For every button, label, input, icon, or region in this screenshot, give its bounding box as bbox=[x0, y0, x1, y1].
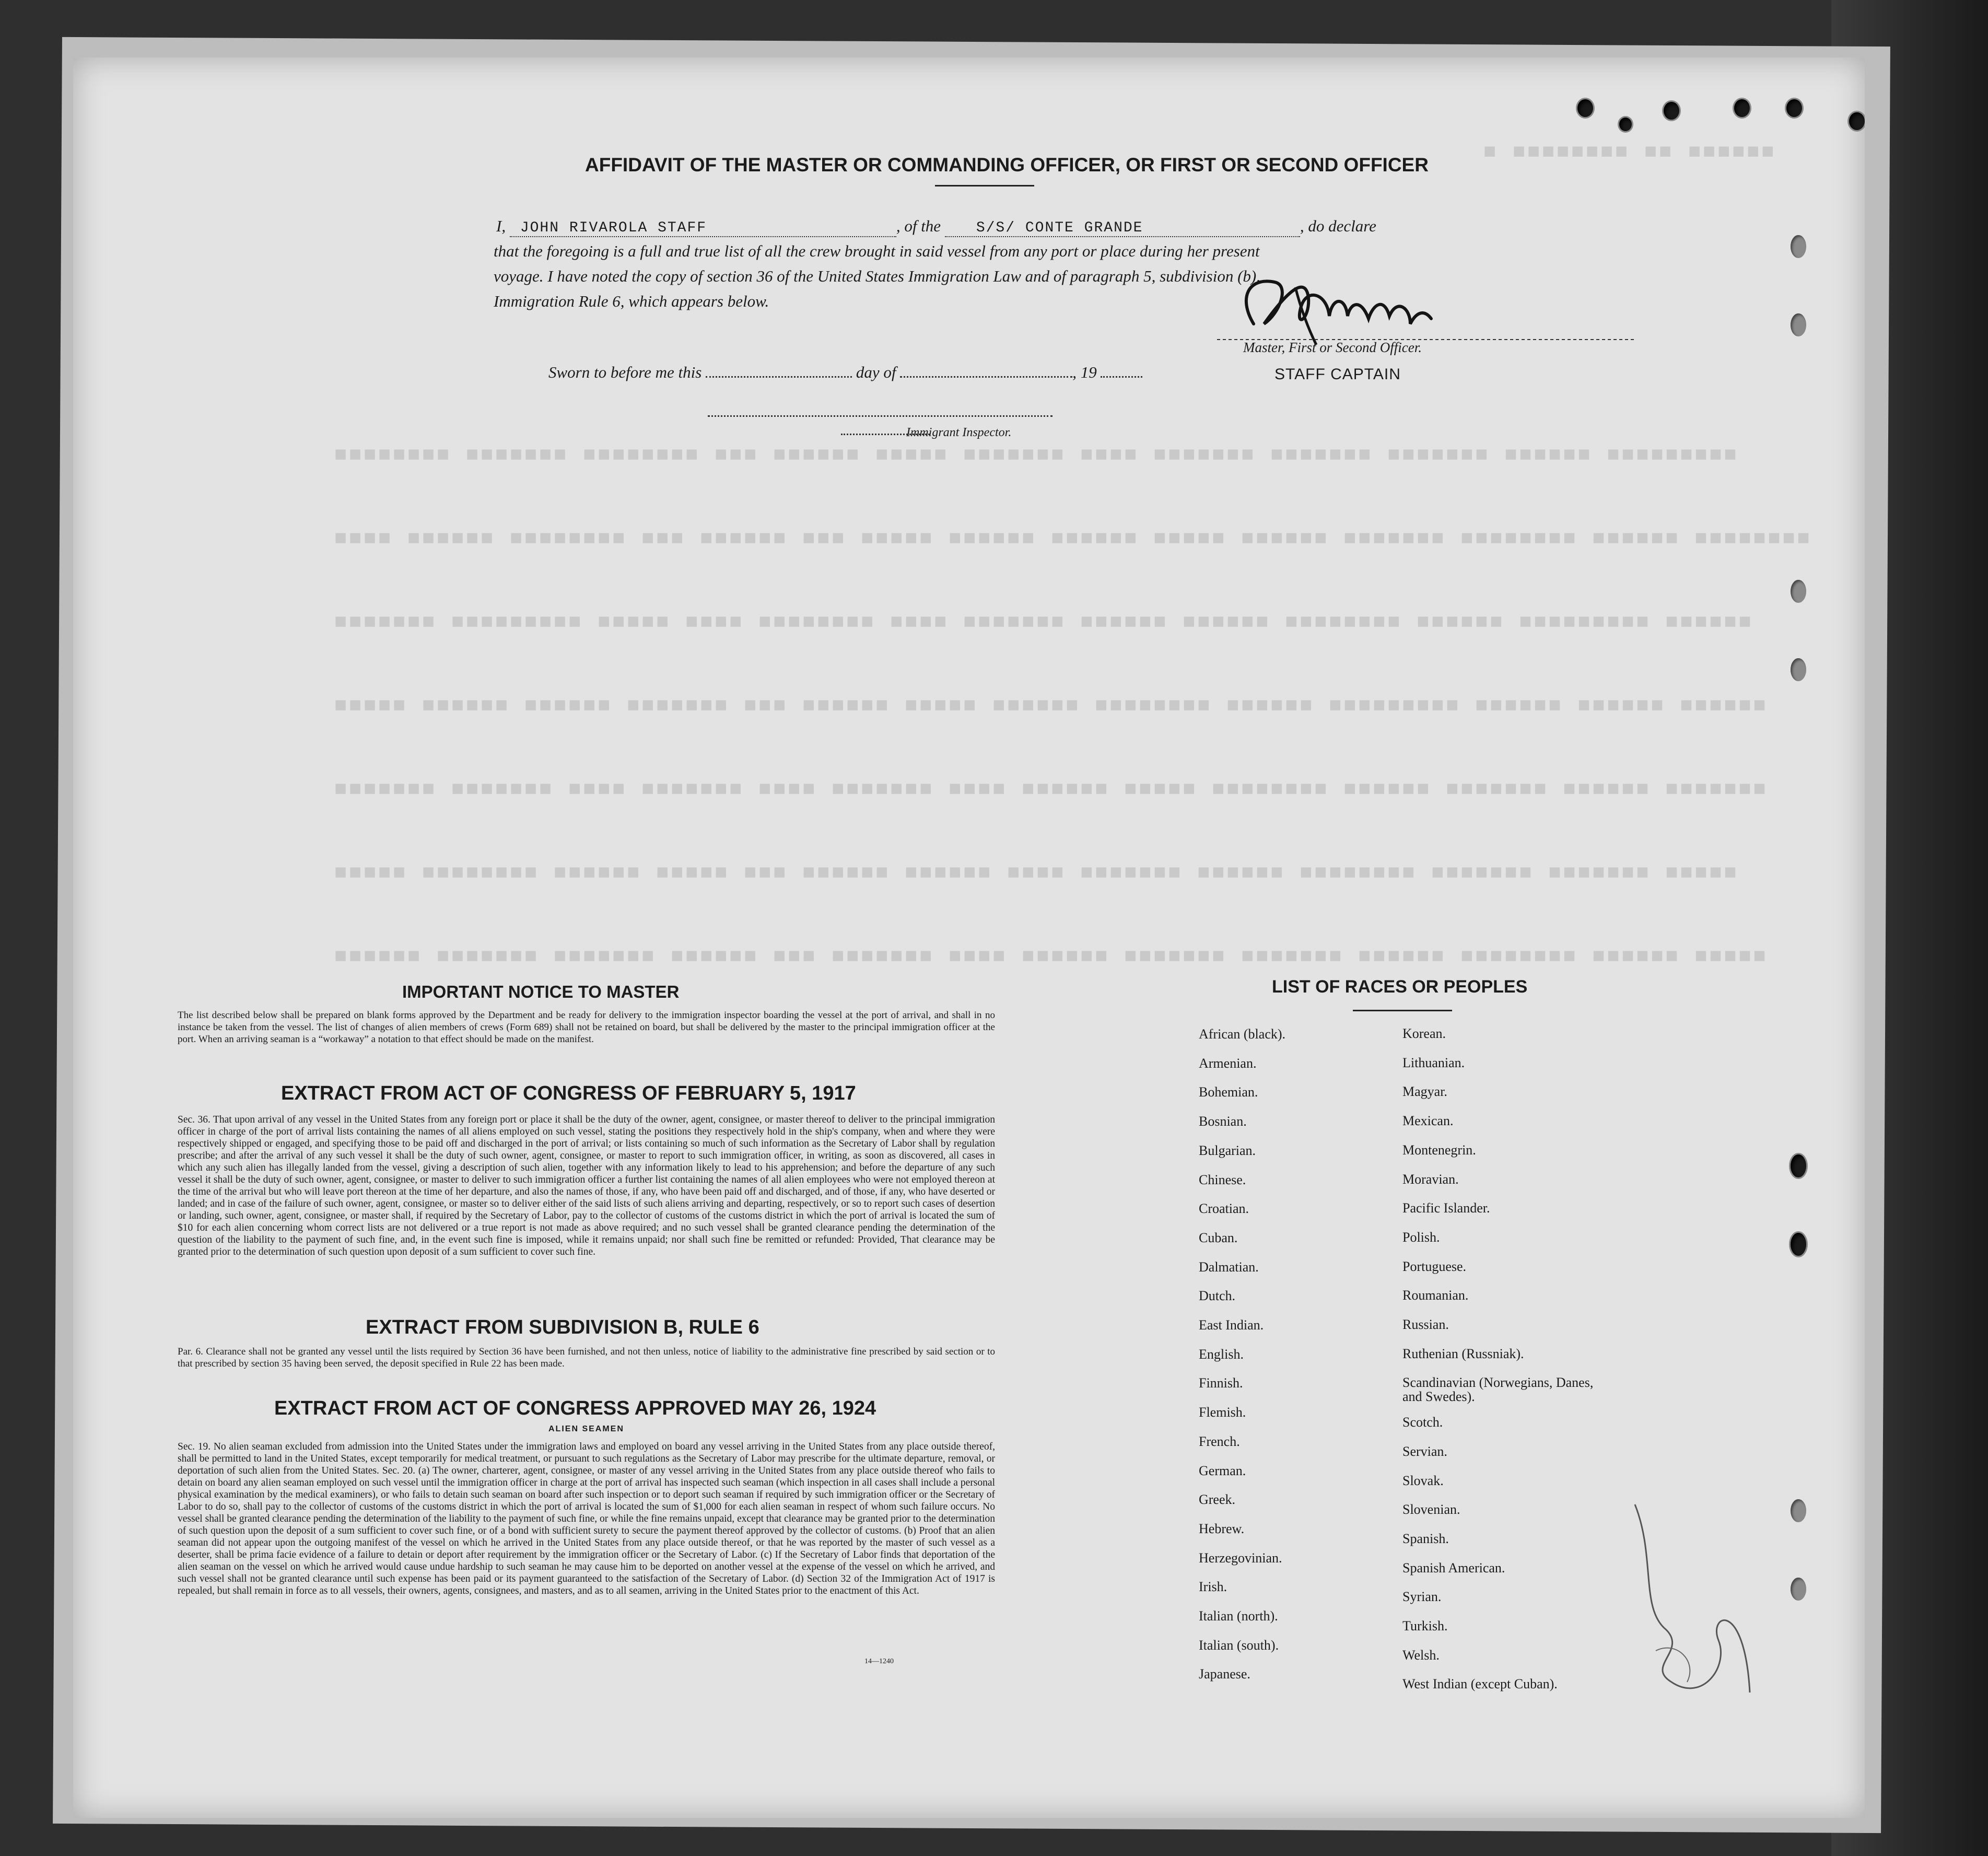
race-entry: Mexican. bbox=[1402, 1113, 1454, 1129]
race-entry: Dutch. bbox=[1199, 1288, 1236, 1304]
race-entry: French. bbox=[1199, 1433, 1240, 1449]
races-title-rule bbox=[1353, 1010, 1452, 1011]
punch-hole bbox=[1786, 99, 1802, 117]
extract-1924-text: Sec. 19. No alien seaman excluded from admission into the United States under the immigration laws and employed on board any vessel arriving in the United States from any place outside thereof, shall be permitted to land in the United States, except temporarily for medical treatment, or pursuant to such regulations as the Secretary of Labor may prescribe for the ultimate departure, removal, or deportation of such alien from the United States. Sec. 20. (a) The owner, charterer, agent, consignee, or master of any vessel arriving in the United States from any place outside thereof who fails to detain on board any alien seaman employed on such vessel until the immigration officer in charge at the port of arrival has inspected such seaman (which inspection in all cases shall include a personal physical examination by the medical examiners), or who fails to detain such seaman on board after such inspection or to deport such seaman if required by such immigration officer or the Secretary of Labor to do so, shall pay to the collector of customs of the customs district in which the port of arrival is located the sum of $1,000 for each alien seaman in respect of whom such failure occurs. No vessel shall be granted clearance pending the determination of the liability to the payment of such fine, or while the fine remains unpaid, except that clearance may be granted prior to the determination of such question upon the deposit of a sum sufficient to cover such fine, or of a bond with sufficient surety to secure the payment thereof approved by the collector of customs. (b) Proof that an alien seaman did not appear upon the outgoing manifest of the vessel on which he arrived in the United States from any place outside thereof, or that he was reported by the master of such vessel as a deserter, shall be prima facie evidence of a failure to detain or deport after requirement by the immigration officer or the Secretary of Labor. (c) If the Secretary of Labor finds that deportation of the alien seaman on the vessel on which he arrived would cause undue hardship to such seaman he may cause him to be deported on another vessel at the expense of the vessel on which he arrived, and such vessel shall not be granted clearance until such expense has been paid or its payment guaranteed to the satisfaction of the Secretary of Labor. (d) Section 32 of the Immigration Act of 1917 is repealed, but shall remain in force as to all vessels, their owners, agents, consignees, and masters, and as to all seamen, arriving in the United States prior to the enactment of this Act. bbox=[178, 1441, 995, 1596]
sworn-day-field[interactable] bbox=[706, 373, 852, 378]
race-entry: Flemish. bbox=[1199, 1405, 1246, 1420]
bleedthrough-text: ■■■■■ ■■■■■■ ■■■■■■ ■■■■■■■ ■■■ ■■■■■■ ■■■■■ ■■■■■■ ■■■■■■■■ ■■■■■■ ■■■■■■■■■ ■■■■■■ ■■■■■■ ■■■■■■ bbox=[334, 695, 1768, 718]
punch-hole bbox=[1791, 658, 1806, 681]
affidavit-line-3: voyage. I have noted the copy of section 36 of the United States Immigration Law and of paragraph 5, subdivision (b), bbox=[494, 267, 1260, 285]
race-entry: Servian. bbox=[1402, 1443, 1447, 1459]
race-entry: English. bbox=[1199, 1346, 1244, 1362]
bleedthrough-text: ■ ■■■■■■■■ ■■ ■■■■■■ bbox=[1483, 141, 1776, 165]
race-entry: Slovenian. bbox=[1402, 1502, 1460, 1518]
race-entry: Lithuanian. bbox=[1402, 1055, 1465, 1070]
extract-1917-text: Sec. 36. That upon arrival of any vessel in the United States from any foreign port or place it shall be the duty of the owner, agent, consignee, or master thereof to deliver to the principal immigration officer in charge of the port of arrival lists containing the names of all aliens employed on such vessel, stating the positions they respectively hold in the ship's company, when and where they were respectively shipped or engaged, and specifying those to be paid off and discharged in the port of arrival; or lists containing so much of such information as the Secretary of Labor shall by regulation prescribe; and after the arrival of any such vessel it shall be the duty of such owner, agent, consignee, or master to report to such immigration officer, in writing, as soon as discovered, all cases in which any such alien has illegally landed from the vessel, giving a description of such alien, together with any information likely to lead to his apprehension; and before the departure of any such vessel it shall be the duty of such owner, agent, consignee, or master to deliver to such immigration officer a further list containing the names of all alien employees who were not employed thereon at the time of the arrival but who will leave port thereon at the time of her departure, and also the names of those, if any, who have been paid off and discharged, and of those, if any, who have deserted or landed; and in case of the failure of such owner, agent, consignee, or master so to deliver either of the said lists of such aliens arriving and departing, respectively, or so to report such cases of desertion or landing, such owner, agent, consignee, or master shall, if required by the Secretary of Labor, pay to the collector of customs of the customs district in which the port of arrival is located the sum of $10 for each alien concerning whom correct lists are not delivered or a true report is not made as above required; and no such vessel shall be granted clearance pending the determination of the question of the liability to the payment of such fine, and, in the event such fine is imposed, while it remains unpaid; nor shall such fine be remitted or refunded: Provided, That clearance may be granted prior to the determination of such question upon deposit of a sum sufficient to cover such fine. bbox=[178, 1114, 995, 1257]
race-entry: Italian (south). bbox=[1199, 1637, 1279, 1653]
notice-title: IMPORTANT NOTICE TO MASTER bbox=[402, 982, 680, 1001]
race-entry: Turkish. bbox=[1402, 1618, 1448, 1633]
punch-hole bbox=[1577, 99, 1593, 117]
race-entry: Dalmatian. bbox=[1199, 1259, 1259, 1275]
bleedthrough-text: ■■■■■■ ■■■■■■■ ■■■■■■■ ■■■■■■ ■■■ ■■■■■■■ ■■■■ ■■■■■■ ■■■■■■■ ■■■■■■■ ■■■■■■ ■■■■■■■■ ■■■■■■ ■■■■■ bbox=[334, 945, 1768, 969]
punch-hole bbox=[1664, 102, 1679, 120]
sworn-year-field[interactable] bbox=[1101, 373, 1142, 378]
race-entry: Chinese. bbox=[1199, 1172, 1246, 1187]
race-entry: Spanish. bbox=[1402, 1531, 1449, 1546]
form-number: 14—1240 bbox=[864, 1657, 894, 1665]
extract-1924-subtitle: ALIEN SEAMEN bbox=[548, 1425, 624, 1433]
day-of-text: day of bbox=[856, 363, 896, 381]
year-prefix: , 19 bbox=[1072, 363, 1097, 381]
do-declare-text: , do declare bbox=[1300, 217, 1376, 235]
race-entry: Bulgarian. bbox=[1199, 1142, 1256, 1158]
race-entry: Cuban. bbox=[1199, 1230, 1238, 1245]
vessel-name: S/S/ CONTE GRANDE bbox=[945, 220, 1300, 237]
affidavit-line-1 bbox=[496, 217, 1376, 237]
punch-hole bbox=[1791, 313, 1806, 336]
bleedthrough-text: ■■■■■■■■ ■■■■■■■ ■■■■■■■■ ■■■ ■■■■■■ ■■■■■ ■■■■■■■ ■■■■ ■■■■■■■ ■■■■■■■ ■■■■■■■ ■■■■■■ ■■■■■■■■■ bbox=[334, 444, 1739, 468]
race-entry: Spanish American. bbox=[1402, 1560, 1505, 1575]
race-entry: African (black). bbox=[1199, 1026, 1286, 1042]
race-entry: Greek. bbox=[1199, 1492, 1236, 1508]
sworn-month-field[interactable] bbox=[900, 373, 1072, 378]
bleedthrough-text: ■■■■■■■ ■■■■■■■■■ ■■■■■ ■■■■ ■■■■■■■■ ■■■■ ■■■■■■■ ■■■■■■ ■■■■■■ ■■■■■■■■ ■■■■■■ ■■■■■■■■■ ■■■■■■ bbox=[334, 611, 1753, 635]
of-the-text: , of the bbox=[896, 217, 941, 235]
extract-1924-title: EXTRACT FROM ACT OF CONGRESS APPROVED MAY 26, 1924 bbox=[274, 1397, 876, 1419]
race-entry: Finnish. bbox=[1199, 1375, 1243, 1391]
race-entry: Korean. bbox=[1402, 1026, 1446, 1041]
inspector-signature-line bbox=[708, 415, 1053, 417]
race-entry: Japanese. bbox=[1199, 1666, 1250, 1682]
affidavit-title: AFFIDAVIT OF THE MASTER OR COMMANDING OFFICER, OR FIRST OR SECOND OFFICER bbox=[585, 154, 1429, 176]
manifest-page bbox=[73, 57, 1865, 1818]
race-entry: Polish. bbox=[1402, 1229, 1440, 1245]
bleedthrough-text: ■■■■ ■■■■■■ ■■■■■■■■ ■■■ ■■■■■■ ■■■ ■■■■■ ■■■■■■ ■■■■■■ ■■■■■ ■■■■■■ ■■■■■■■ ■■■■■■■■ ■■■■■■ ■■■■■■■■ bbox=[334, 528, 1812, 551]
bleedthrough-text: ■■■■■■■ ■■■■■■■ ■■■■ ■■■■■■■ ■■■■ ■■■■■■■ ■■■■ ■■■■■■ ■■■■■ ■■■■■■■■ ■■■■■■ ■■■■■■■ ■■■■■■ ■■■■■■■ bbox=[334, 778, 1768, 802]
race-entry: Portuguese. bbox=[1402, 1258, 1467, 1274]
race-entry: Slovak. bbox=[1402, 1473, 1444, 1488]
handwritten-mark bbox=[1624, 1494, 1760, 1713]
race-entry: Welsh. bbox=[1402, 1647, 1440, 1663]
title-rule bbox=[935, 185, 1034, 186]
race-entry: East Indian. bbox=[1199, 1317, 1264, 1333]
race-entry: Croatian. bbox=[1199, 1201, 1249, 1217]
races-title: LIST OF RACES OR PEOPLES bbox=[1272, 977, 1528, 997]
punch-hole bbox=[1791, 1578, 1806, 1601]
race-entry: Scandinavian (Norwegians, Danes, and Swedes). bbox=[1402, 1375, 1594, 1405]
staff-captain-stamp: STAFF CAPTAIN bbox=[1274, 366, 1401, 383]
race-entry: West Indian (except Cuban). bbox=[1402, 1676, 1558, 1692]
punch-hole bbox=[1791, 1499, 1806, 1522]
race-entry: Moravian. bbox=[1402, 1171, 1459, 1187]
punch-hole bbox=[1791, 235, 1806, 258]
race-entry: Magyar. bbox=[1402, 1084, 1447, 1100]
punch-hole bbox=[1791, 1154, 1806, 1177]
affidavit-line-2: that the foregoing is a full and true list of all the crew brought in said vessel from any port or place during her present bbox=[494, 242, 1260, 260]
bleedthrough-text: ■■■■■ ■■■■■■■■ ■■■■■■ ■■■■■ ■■■ ■■■■■■ ■■■■■■ ■■■■ ■■■■■■■ ■■■■■■ ■■■■■■■■ ■■■■■■■ ■■■■■■■ ■■■■■ bbox=[334, 862, 1739, 885]
signature-caption: Master, First or Second Officer. bbox=[1243, 340, 1422, 355]
race-entry: Montenegrin. bbox=[1402, 1142, 1476, 1158]
race-entry: Irish. bbox=[1199, 1579, 1227, 1595]
officer-name: JOHN RIVAROLA STAFF bbox=[510, 220, 896, 237]
punch-hole bbox=[1734, 99, 1750, 117]
race-entry: Bohemian. bbox=[1199, 1084, 1258, 1100]
race-entry: Hebrew. bbox=[1199, 1521, 1245, 1536]
race-entry: Russian. bbox=[1402, 1317, 1449, 1332]
sworn-line bbox=[548, 363, 1142, 382]
race-entry: Bosnian. bbox=[1199, 1114, 1247, 1129]
punch-hole bbox=[1849, 112, 1865, 130]
extract-rule6-title: EXTRACT FROM SUBDIVISION B, RULE 6 bbox=[366, 1316, 759, 1338]
race-entry: Syrian. bbox=[1402, 1589, 1442, 1605]
affidavit-line-4: Immigration Rule 6, which appears below. bbox=[494, 292, 769, 310]
race-entry: German. bbox=[1199, 1463, 1246, 1478]
race-entry: Ruthenian (Russniak). bbox=[1402, 1346, 1524, 1361]
extract-1917-title: EXTRACT FROM ACT OF CONGRESS OF FEBRUARY 5, 1917 bbox=[281, 1082, 856, 1104]
inspector-label: Immigrant Inspector. bbox=[906, 426, 1012, 439]
race-entry: Roumanian. bbox=[1402, 1288, 1469, 1303]
punch-hole bbox=[1791, 580, 1806, 603]
race-entry: Italian (north). bbox=[1199, 1608, 1278, 1624]
punch-hole bbox=[1791, 1233, 1806, 1256]
race-entry: Scotch. bbox=[1402, 1415, 1443, 1430]
extract-rule6-text: Par. 6. Clearance shall not be granted any vessel until the lists required by Section 36 have been furnished, and not then unless, notice of liability to the administrative fine prescribed by said section or to that prescribed by section 35 having been served, the deposit specified in Rule 22 has been made. bbox=[178, 1346, 995, 1369]
sworn-text: Sworn to before me this bbox=[548, 363, 702, 381]
declaration-prefix: I, bbox=[496, 217, 506, 235]
punch-hole bbox=[1619, 118, 1632, 131]
race-entry: Herzegovinian. bbox=[1199, 1550, 1282, 1566]
race-entry: Pacific Islander. bbox=[1402, 1200, 1490, 1216]
race-entry: Armenian. bbox=[1199, 1055, 1257, 1071]
notice-text: The list described below shall be prepared on blank forms approved by the Department and be ready for delivery to the immigration inspector boarding the vessel at the port of arrival, and shall in no instance be taken from the vessel. The list of changes of alien members of crews (Form 689) shall not be retained on board, but shall be delivered by the master to the principal immigration officer at the port. When an arriving seaman is a “workaway” a notation to that effect should be made on the manifest. bbox=[178, 1010, 995, 1045]
